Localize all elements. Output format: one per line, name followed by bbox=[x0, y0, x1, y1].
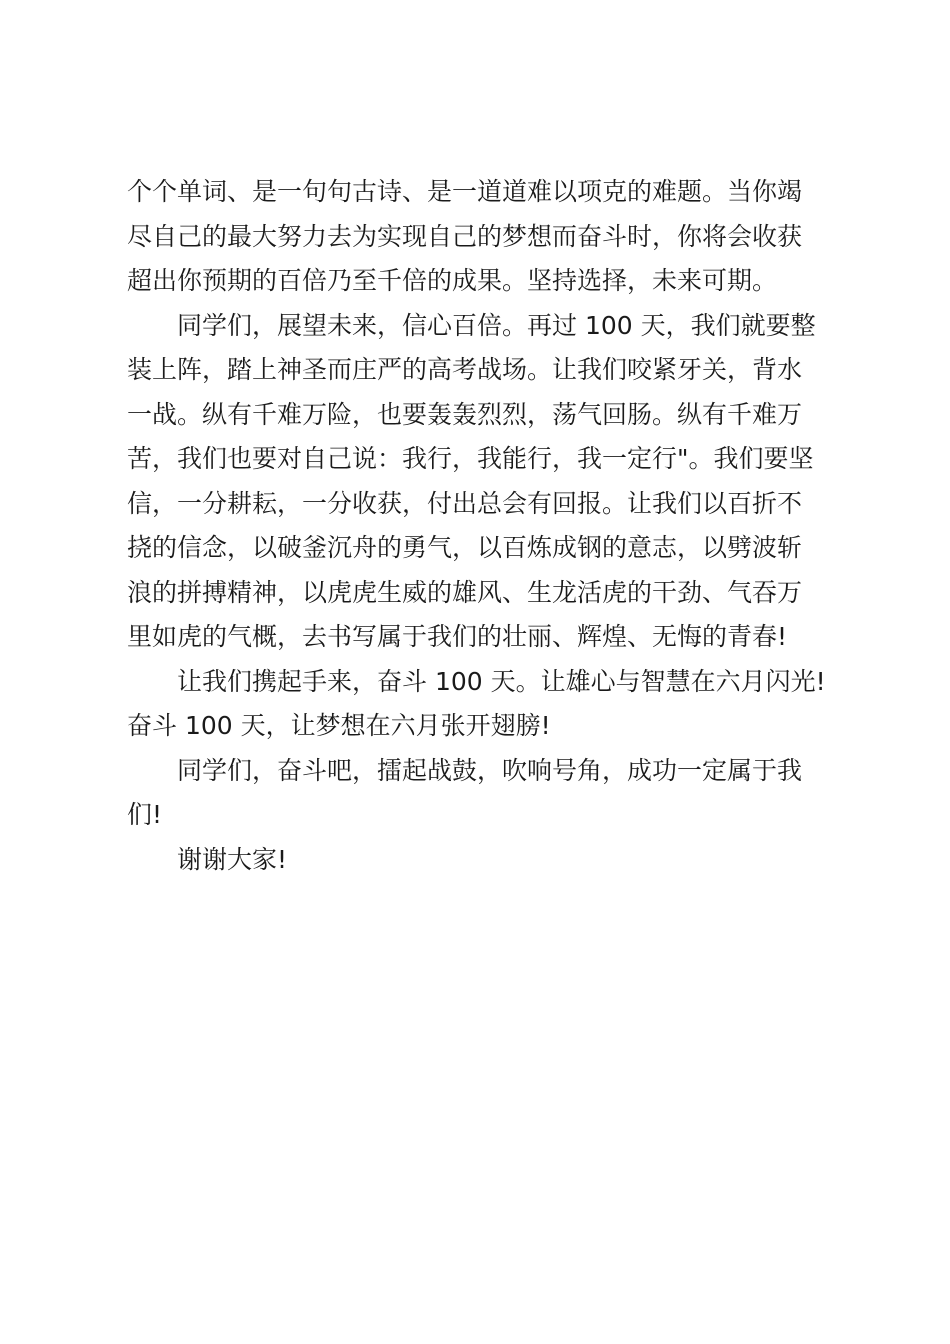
text-line: 同学们，奋斗吧，擂起战鼓，吹响号角，成功一定属于我 bbox=[177, 755, 803, 785]
paragraph-3 bbox=[127, 660, 847, 749]
text-line: 一战。纵有千难万险，也要轰轰烈烈，荡气回肠。纵有千难万 bbox=[127, 399, 803, 429]
text-line: 挠的信念，以破釜沉舟的勇气，以百炼成钢的意志，以劈波斩 bbox=[127, 533, 803, 562]
text-line: 个个单词、是一句句古诗、是一道道难以项克的难题。当你竭 bbox=[127, 177, 803, 206]
paragraph-2 bbox=[127, 304, 847, 660]
text-line: 们! bbox=[127, 800, 163, 829]
text-line: 同学们，展望未来，信心百倍。再过 100 天，我们就要整 bbox=[177, 310, 816, 340]
text-line: 信，一分耕耘，一分收获，付出总会有回报。让我们以百折不 bbox=[127, 488, 803, 518]
text-line: 谢谢大家! bbox=[177, 844, 288, 874]
text-line: 奋斗 100 天，让梦想在六月张开翅膀! bbox=[127, 711, 551, 740]
text-line: 超出你预期的百倍乃至千倍的成果。坚持选择，未来可期。 bbox=[127, 266, 778, 295]
text-line: 尽自己的最大努力去为实现自己的梦想而奋斗时，你将会收获 bbox=[127, 221, 803, 251]
text-line: 浪的拼搏精神，以虎虎生威的雄风、生龙活虎的干劲、气吞万 bbox=[127, 577, 803, 607]
speech-text bbox=[127, 170, 847, 882]
text-line: 里如虎的气概，去书写属于我们的壮丽、辉煌、无悔的青春! bbox=[127, 622, 788, 651]
text-line: 装上阵，踏上神圣而庄严的高考战场。让我们咬紧牙关，背水 bbox=[127, 355, 803, 384]
text-line: 让我们携起手来，奋斗 100 天。让雄心与智慧在六月闪光! bbox=[177, 666, 826, 696]
paragraph-4 bbox=[127, 749, 847, 838]
paragraph-5 bbox=[127, 838, 847, 883]
text-line: 苦，我们也要对自己说：我行，我能行，我一定行"。我们要坚 bbox=[127, 444, 814, 473]
paragraph-1 bbox=[127, 170, 847, 304]
